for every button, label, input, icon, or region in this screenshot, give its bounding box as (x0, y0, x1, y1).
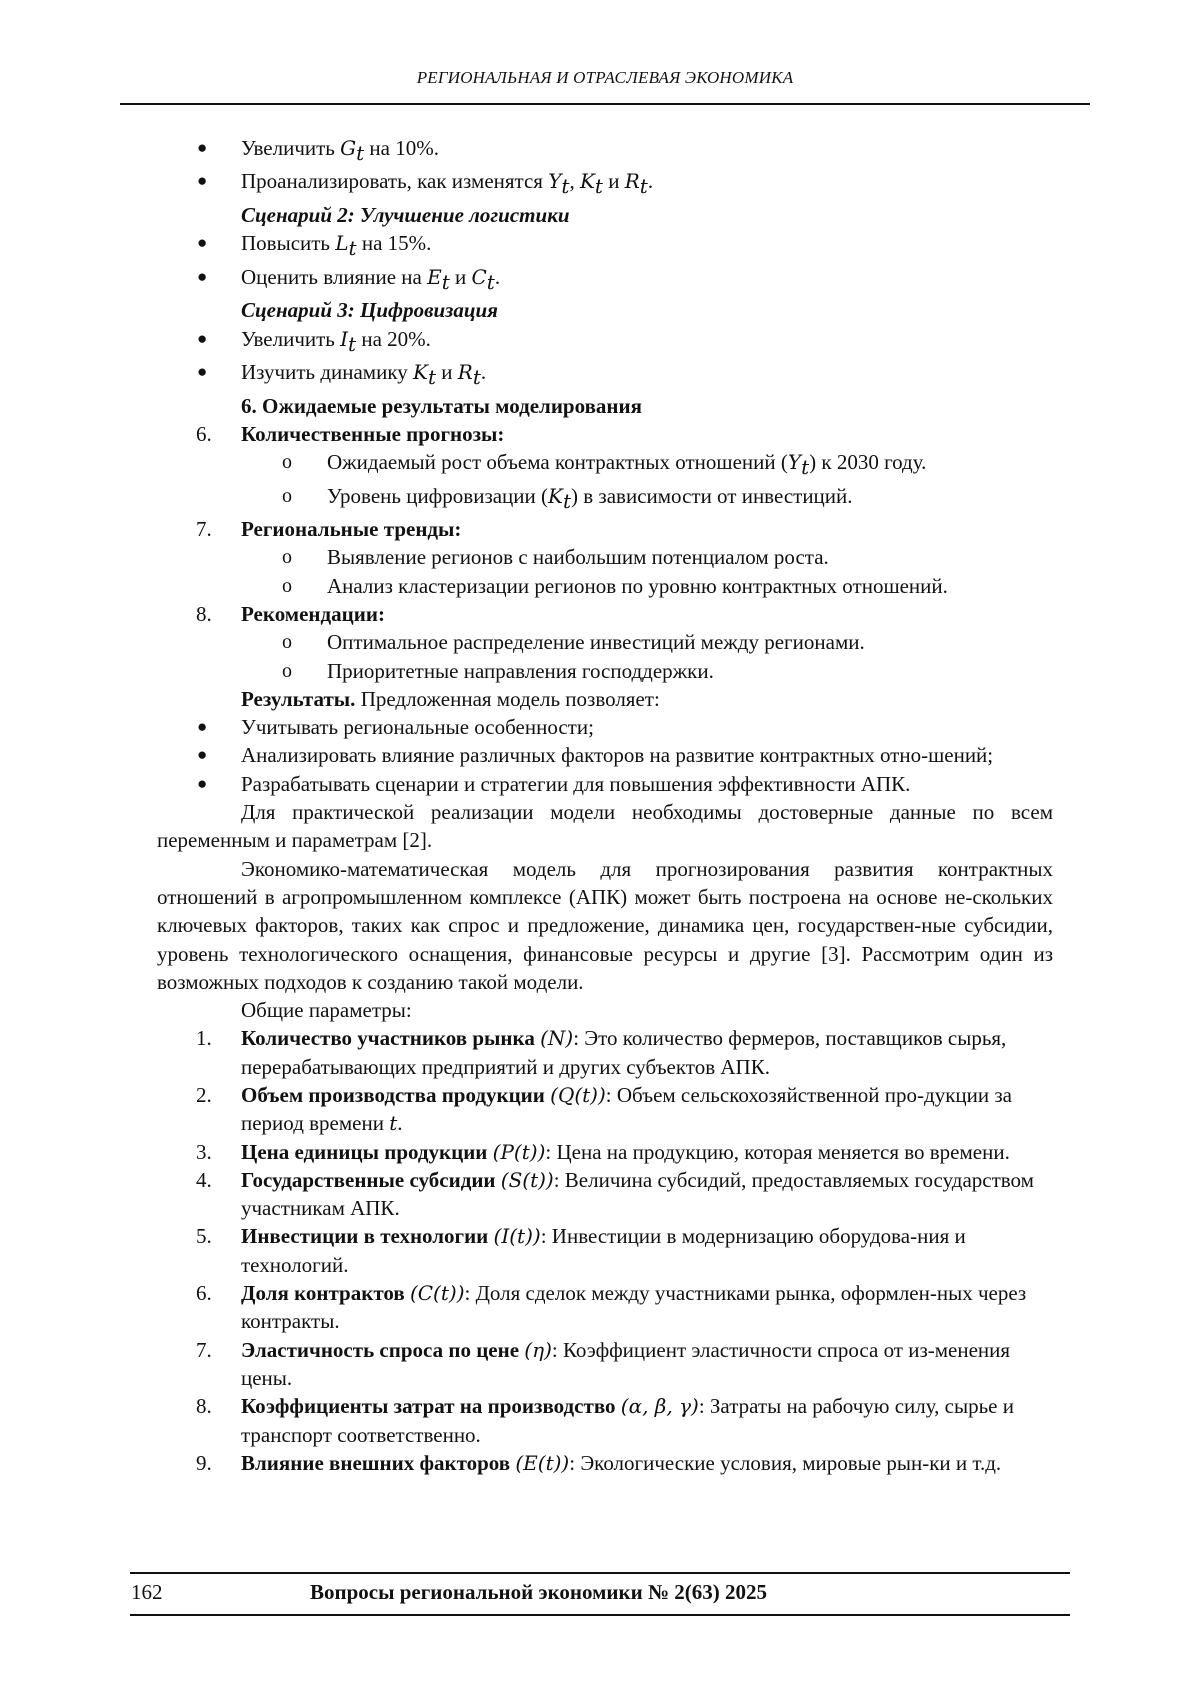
item-number: 4. (196, 1167, 212, 1192)
list-item (157, 770, 1053, 798)
math-subscript: t (348, 236, 357, 261)
param-item (157, 1449, 1053, 1477)
param-item (157, 1138, 1053, 1166)
list-item-text: и (602, 169, 625, 194)
paragraph: Экономико-математическая модель для прогнозирования развития контрактных отношений в агропромышленном комплексе (АПК) может быть построена на основе не-скольких ключевых факторов, таких как спрос и предложение, динамика цен, государствен-ные субсидии, уровень технологического оснащения, финансовые ресурсы и другие [3]. Рассмотрим один из возможных подходов к созданию такой модели. (157, 856, 1053, 994)
list-item-text: Ожидаемый рост объема контрактных отношений ( (327, 450, 788, 475)
bullet-marker: ● (197, 745, 208, 765)
param-item (157, 1166, 1053, 1223)
math-subscript: t (639, 174, 648, 199)
sub-list-item (157, 448, 1053, 481)
numbered-item (157, 515, 1053, 543)
list-item-text: Повысить (241, 231, 336, 256)
list-item-text: Учитывать региональные особенности; (241, 715, 594, 740)
running-header: РЕГИОНАЛЬНАЯ И ОТРАСЛЕВАЯ ЭКОНОМИКА (416, 68, 794, 87)
item-label: Количественные прогнозы: (241, 421, 505, 446)
sub-list-item (157, 543, 1053, 571)
list-item-text: Проанализировать, как изменятся (241, 169, 549, 194)
item-number: 7. (196, 517, 212, 542)
math-symbol: (C(t)) (409, 1281, 465, 1306)
list-item-text: Уровень цифровизации ( (327, 483, 549, 508)
param-description: : Цена на продукцию, которая меняется во времени. (545, 1139, 1010, 1164)
list-item-text: Увеличить (241, 136, 341, 160)
math-subscript: t (348, 331, 357, 356)
math-symbol: G (340, 136, 357, 160)
param-name: Государственные субсидии (241, 1167, 496, 1192)
list-item-text: ) в зависимости от инвестиций. (571, 483, 853, 508)
circle-bullet-icon: o (282, 546, 292, 569)
list-item (157, 263, 1053, 296)
list-item (157, 229, 1053, 262)
list-item (157, 741, 1053, 769)
math-symbol: (α, β, γ) (620, 1394, 699, 1419)
list-item-text: и (436, 360, 458, 385)
math-subscript: t (801, 455, 810, 480)
paragraph: Для практической реализации модели необходимы достоверные данные по всем переменным и параметрам [2]. (157, 800, 1053, 853)
math-symbol: t (389, 1111, 398, 1136)
numbered-item (157, 600, 1053, 628)
param-description: : Доля сделок между участниками рынка, оформлен-ных через контракты. (241, 1281, 1027, 1334)
math-symbol: (P(t)) (492, 1139, 546, 1164)
list-item-text: . (494, 264, 501, 289)
param-item (157, 1081, 1053, 1138)
math-subscript: t (427, 365, 436, 390)
results-text: Предложенная модель позволяет: (355, 686, 660, 711)
math-subscript: t (472, 365, 481, 390)
math-symbol: K (548, 483, 563, 508)
math-symbol: Y (787, 450, 802, 475)
math-symbol: K (579, 169, 595, 194)
item-number: 2. (196, 1083, 212, 1107)
param-name: Количество участников рынка (241, 1026, 535, 1051)
page-body (157, 134, 1053, 1477)
circle-bullet-icon: o (282, 659, 292, 682)
item-number: 5. (196, 1224, 212, 1249)
bullet-marker: ● (197, 138, 208, 157)
list-item (157, 134, 1053, 167)
param-item (157, 1336, 1053, 1393)
math-symbol: C (471, 264, 487, 289)
list-item-text: Разрабатывать сценарии и стратегии для повышения эффективности АПК. (241, 771, 911, 796)
item-label: Рекомендации: (241, 601, 385, 626)
param-description: . (397, 1111, 403, 1136)
section-heading: 6. Ожидаемые результаты моделирования (241, 393, 642, 418)
sub-list-item (157, 482, 1053, 515)
math-symbol: (η) (524, 1337, 552, 1362)
math-subscript: t (562, 488, 572, 513)
math-symbol: (N) (540, 1026, 574, 1051)
param-name: Цена единицы продукции (241, 1139, 488, 1164)
numbered-item (157, 420, 1053, 448)
sub-list-item (157, 628, 1053, 656)
list-item-text: Оценить влияние на (241, 264, 428, 289)
list-item-text: Анализировать влияние различных факторов на развитие контрактных отно-шений; (241, 743, 994, 768)
sub-list-item (157, 572, 1053, 600)
circle-bullet-icon: o (282, 451, 292, 474)
circle-bullet-icon: o (282, 574, 292, 597)
item-number: 9. (196, 1450, 212, 1475)
bullet-marker: ● (197, 233, 208, 253)
circle-bullet-icon: o (282, 484, 292, 507)
header-rule (120, 103, 1090, 105)
general-params-heading: Общие параметры: (241, 998, 412, 1023)
math-symbol: (E(t)) (515, 1450, 570, 1475)
bullet-marker: ● (197, 266, 208, 286)
list-item-text: ) к 2030 году. (809, 450, 927, 475)
list-item-text: Приоритетные направления господдержки. (327, 658, 714, 683)
math-symbol: E (427, 264, 442, 289)
math-symbol: Y (548, 169, 562, 194)
item-number: 3. (196, 1139, 212, 1164)
scenario-3-title: Сценарий 3: Цифровизация (241, 298, 498, 323)
list-item-text: , (569, 169, 580, 194)
math-symbol: R (457, 360, 473, 385)
list-item-text: и (449, 264, 472, 289)
param-description: : Инвестиции в модернизацию оборудова-ния и технологий. (241, 1224, 966, 1277)
bullet-marker: ● (197, 362, 208, 382)
param-name: Коэффициенты затрат на производство (241, 1394, 616, 1419)
bullet-marker: ● (197, 328, 208, 348)
math-subscript: t (594, 174, 603, 199)
param-description: : Величина субсидий, предоставляемых государством участникам АПК. (241, 1167, 1034, 1221)
list-item-text: Оптимальное распределение инвестиций между регионами. (327, 630, 865, 655)
param-name: Инвестиции в технологии (241, 1224, 489, 1249)
bullet-marker: ● (197, 171, 208, 191)
math-subscript: t (486, 269, 495, 294)
math-symbol: (Q(t)) (550, 1083, 606, 1107)
list-item-text: . (480, 360, 487, 385)
circle-bullet-icon: o (282, 631, 292, 654)
list-item-text: на 10%. (364, 136, 439, 160)
list-item-text: Анализ кластеризации регионов по уровню контрактных отношений. (327, 573, 948, 598)
math-subscript: t (561, 174, 570, 199)
param-item (157, 1279, 1053, 1336)
math-symbol: (I(t)) (493, 1224, 541, 1249)
item-number: 7. (196, 1337, 212, 1362)
journal-title: Вопросы региональной экономики № 2(63) 2025 (310, 1580, 768, 1604)
param-description: : Коэффициент эластичности спроса от из-менения цены. (241, 1337, 1011, 1390)
bullet-marker: ● (197, 773, 208, 793)
math-symbol: R (624, 169, 640, 194)
param-name: Доля контрактов (241, 1281, 405, 1306)
math-symbol: K (413, 360, 428, 385)
list-item-text: Увеличить (241, 326, 341, 351)
list-item-text: на 15%. (356, 231, 432, 256)
item-number: 6. (196, 421, 212, 446)
results-label: Результаты. (241, 686, 356, 711)
math-symbol: L (335, 231, 349, 256)
item-number: 8. (196, 1394, 212, 1419)
list-item (157, 325, 1053, 358)
list-item (157, 713, 1053, 741)
param-description: : Это количество фермеров, поставщиков сырья, перерабатывающих предприятий и других субъектов АПК. (241, 1026, 1007, 1079)
footer-rule (130, 1614, 1070, 1616)
page-number: 162 (131, 1580, 163, 1604)
scenario-2-title: Сценарий 2: Улучшение логистики (241, 202, 570, 227)
item-number: 8. (196, 601, 212, 626)
results-lead (157, 685, 1053, 713)
param-name: Влияние внешних факторов (241, 1450, 511, 1475)
sub-list-item (157, 657, 1053, 685)
param-description: : Экологические условия, мировые рын-ки и т.д. (569, 1450, 1002, 1475)
item-label: Региональные тренды: (241, 517, 462, 542)
math-symbol: I (340, 326, 349, 351)
math-subscript: t (356, 141, 365, 166)
list-item-text: Выявление регионов с наибольшим потенциалом роста. (327, 545, 829, 570)
param-name: Объем производства продукции (241, 1083, 545, 1107)
param-item (157, 1024, 1053, 1081)
param-name: Эластичность спроса по цене (241, 1337, 520, 1362)
list-item (157, 167, 1053, 200)
param-description: : Объем сельскохозяйственной про-дукции за период времени (241, 1083, 1012, 1136)
item-number: 1. (196, 1026, 212, 1051)
math-symbol: (S(t)) (500, 1167, 554, 1192)
footer-rule (130, 1572, 1070, 1574)
param-item (157, 1392, 1053, 1449)
list-item-text: на 20%. (356, 326, 431, 351)
math-subscript: t (441, 269, 450, 294)
list-item-text: Изучить динамику (241, 360, 413, 385)
param-description: : Затраты на рабочую силу, сырье и транспорт соответственно. (241, 1394, 1014, 1447)
param-item (157, 1222, 1053, 1279)
list-item-text: . (647, 169, 654, 194)
list-item (157, 358, 1053, 391)
item-number: 6. (196, 1281, 212, 1306)
bullet-marker: ● (197, 717, 208, 737)
